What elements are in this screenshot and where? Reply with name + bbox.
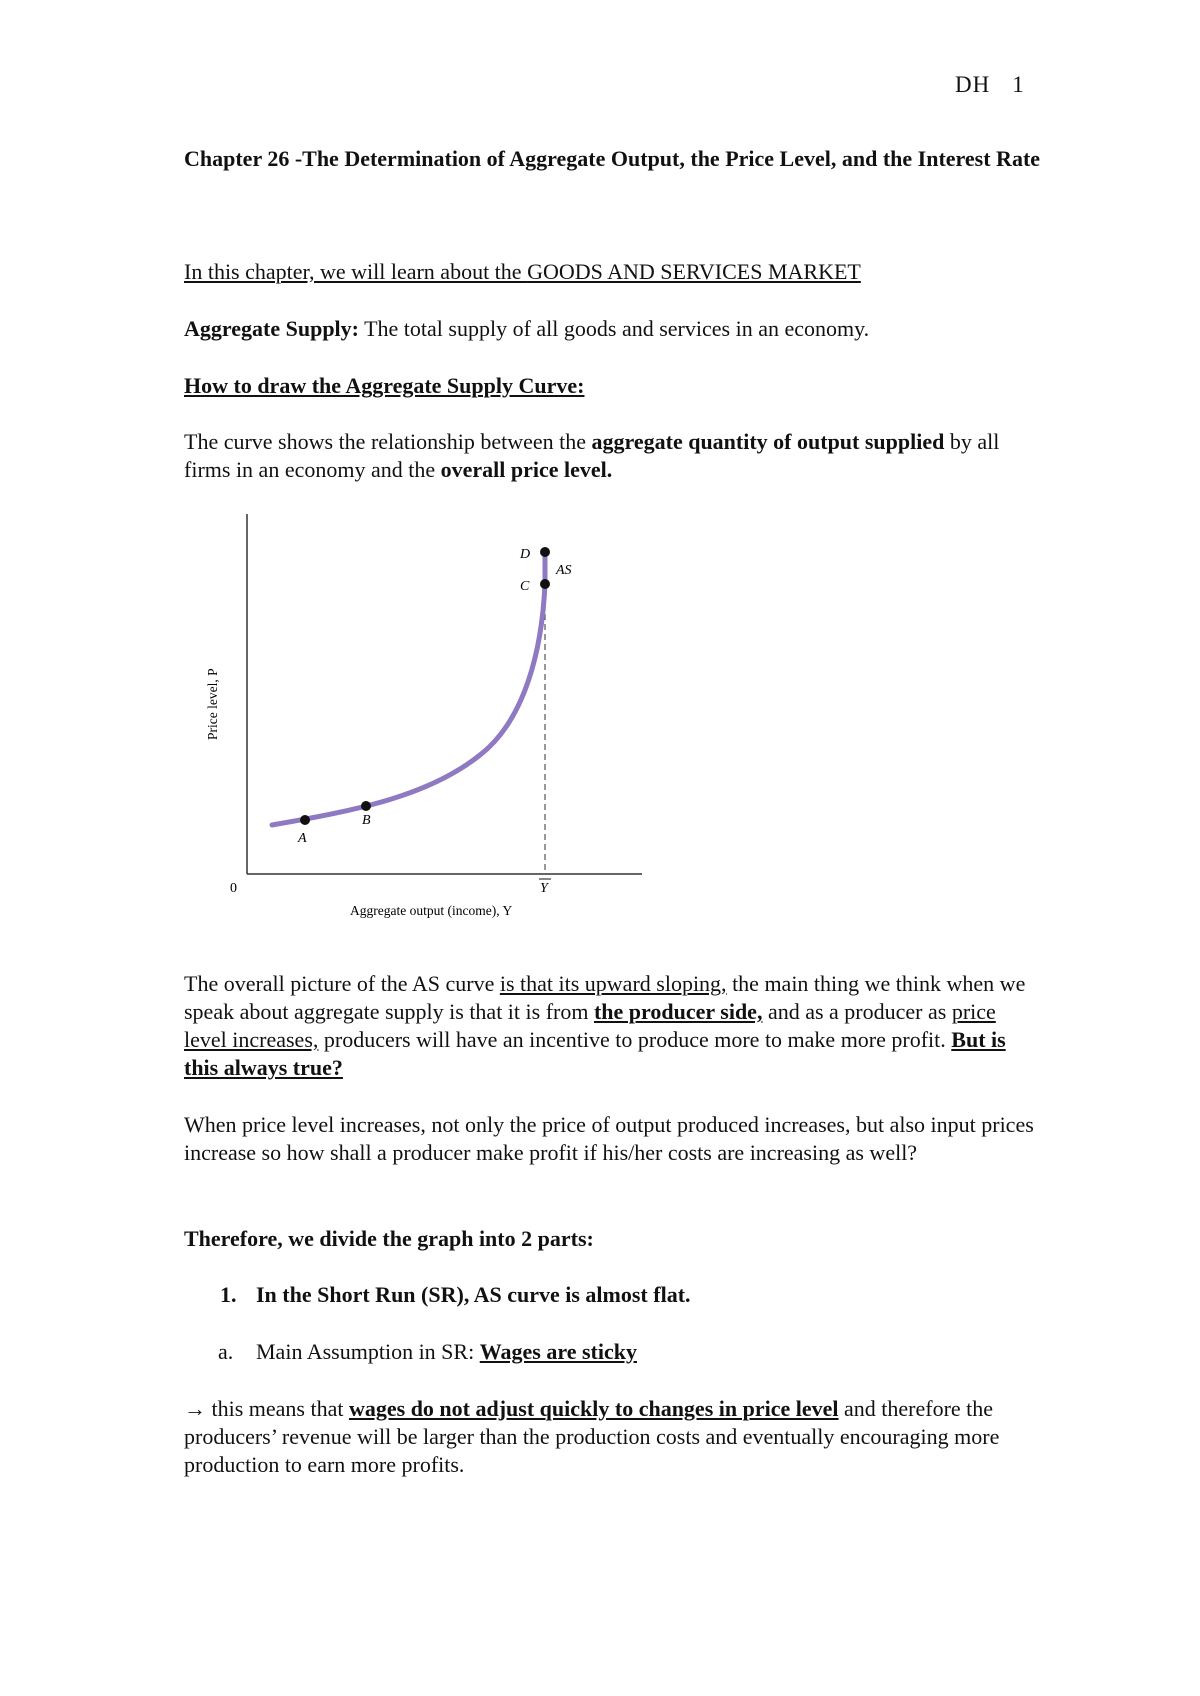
arrow-icon: → bbox=[184, 1396, 206, 1421]
aggregate-supply-definition bbox=[184, 315, 1044, 343]
overall-bold-underline-2: But is this always true? bbox=[184, 1027, 1006, 1080]
overall-underline-2: price level increases, bbox=[184, 999, 996, 1052]
y-axis-label: Price level, P bbox=[205, 668, 220, 740]
final-text-2: and therefore the producers’ revenue will be larger than the production costs and eventually encouraging more production to earn more profits. bbox=[184, 1396, 1000, 1477]
label-a: A bbox=[298, 831, 307, 846]
chapter-title: Chapter 26 -The Determination of Aggregate Output, the Price Level, and the Interest Rate bbox=[184, 146, 1041, 171]
ybar-label: Y bbox=[540, 881, 548, 896]
overall-text-3: and as a producer as bbox=[762, 999, 952, 1024]
final-paragraph bbox=[184, 1395, 1044, 1479]
as-curve-label: AS bbox=[556, 563, 572, 578]
overall-text-2: the main thing we think when we speak about aggregate supply is that it is from bbox=[184, 971, 1026, 1024]
curve-paragraph bbox=[184, 428, 1044, 484]
intro-line bbox=[184, 258, 1044, 286]
intro-market: GOODS AND SERVICES MARKET bbox=[527, 259, 861, 284]
label-b: B bbox=[362, 813, 371, 828]
definition-text: The total supply of all goods and services in an economy. bbox=[359, 316, 870, 341]
label-d: D bbox=[520, 547, 531, 562]
curve-par-text-2: by all firms in an economy and the bbox=[184, 429, 1000, 482]
curve-par-bold-1: aggregate quantity of output supplied bbox=[591, 429, 945, 454]
intro-prefix: In this chapter, we will learn about the bbox=[184, 259, 528, 284]
final-bold-underline: wages do not adjust quickly to changes in price level bbox=[348, 1396, 839, 1421]
x-axis-label: Aggregate output (income), Y bbox=[350, 903, 513, 918]
origin-label: 0 bbox=[230, 881, 237, 896]
as-curve bbox=[272, 552, 545, 825]
howto-heading: How to draw the Aggregate Supply Curve: bbox=[184, 373, 585, 398]
header-page-number: 1 bbox=[1012, 72, 1025, 97]
list-item-1 bbox=[220, 1282, 691, 1308]
list-item-1-text: In the Short Run (SR), AS curve is almost flat. bbox=[256, 1282, 691, 1307]
page-header bbox=[955, 72, 1025, 98]
overall-paragraph bbox=[184, 970, 1044, 1082]
list-item-1-number: 1. bbox=[220, 1282, 237, 1307]
list-item-a bbox=[218, 1339, 637, 1365]
overall-text-4: producers will have an incentive to produce more to make more profit. bbox=[318, 1027, 952, 1052]
list-item-a-emphasis: Wages are sticky bbox=[479, 1339, 637, 1364]
final-text-1: this means that bbox=[206, 1396, 349, 1421]
curve-par-text-1: The curve shows the relationship between the bbox=[184, 429, 592, 454]
therefore-line: Therefore, we divide the graph into 2 parts: bbox=[184, 1226, 594, 1251]
overall-underline-1: is that its upward sloping, bbox=[499, 971, 727, 996]
aggregate-supply-figure bbox=[190, 510, 650, 920]
definition-term: Aggregate Supply: bbox=[184, 316, 359, 341]
point-d bbox=[540, 547, 550, 557]
when-paragraph: When price level increases, not only the price of output produced increases, but also input prices increase so how shall a producer make profit if his/her costs are increasing as well? bbox=[184, 1112, 1034, 1165]
point-a bbox=[300, 815, 310, 825]
overall-text-1: The overall picture of the AS curve bbox=[184, 971, 500, 996]
label-c: C bbox=[520, 579, 530, 594]
point-b bbox=[361, 801, 371, 811]
list-item-a-text: Main Assumption in SR: bbox=[256, 1339, 480, 1364]
curve-par-bold-2: overall price level. bbox=[440, 457, 613, 482]
list-item-a-letter: a. bbox=[218, 1339, 234, 1364]
header-initials: DH bbox=[955, 72, 991, 97]
overall-bold-underline-1: the producer side, bbox=[593, 999, 763, 1024]
point-c bbox=[540, 579, 550, 589]
